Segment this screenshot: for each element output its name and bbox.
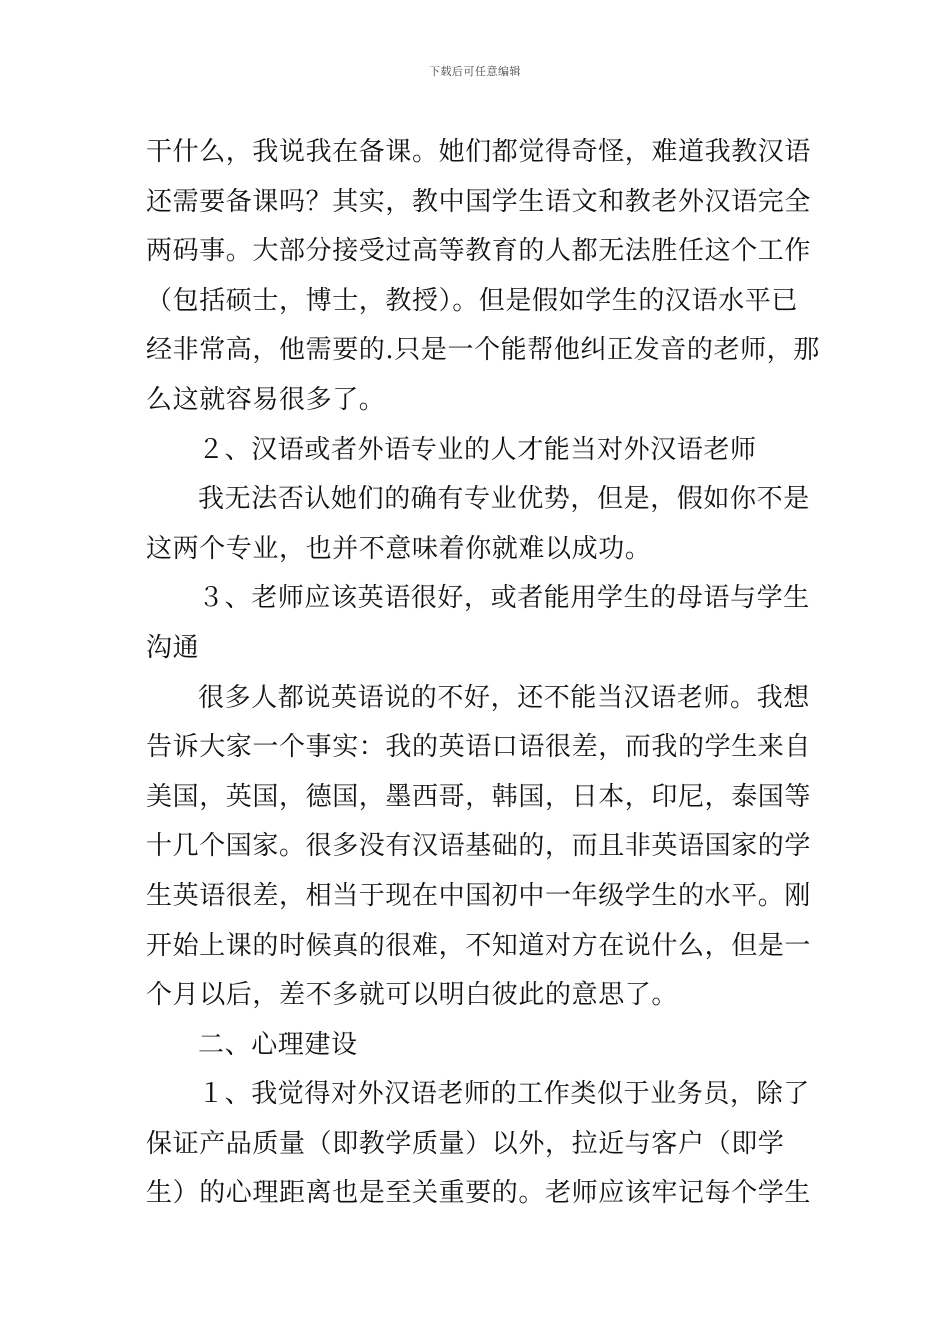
text-line: 我无法否认她们的确有专业优势，但是，假如你不是 [198,484,810,515]
list-item-heading: １、我觉得对外汉语老师的工作类似于业务员，除了 [198,1079,810,1110]
text-line: 生）的心理距离也是至关重要的。老师应该牢记每个学生 [146,1178,812,1209]
text-line: 么这就容易很多了。 [146,384,386,415]
text-line: 沟通 [146,632,200,663]
text-line: 美国，英国，德国，墨西哥，韩国，日本，印尼，泰国等 [146,781,812,812]
text-line: 很多人都说英语说的不好，还不能当汉语老师。我想 [198,682,810,713]
text-line: 干什么，我说我在备课。她们都觉得奇怪，难道我教汉语 [146,137,812,167]
text-line: 两码事。大部分接受过高等教育的人都无法胜任这个工作 [146,236,812,267]
text-line: 还需要备课吗？其实，教中国学生语文和教老外汉语完全 [146,186,812,217]
text-line: 保证产品质量（即教学质量）以外，拉近与客户（即学 [146,1128,785,1159]
text-line: 开始上课的时候真的很难，不知道对方在说什么，但是一 [146,930,812,961]
section-heading: 二、心理建设 [198,1029,358,1060]
text-line: 经非常高，他需要的.只是一个能帮他纠正发音的老师，那 [146,335,820,366]
text-line: 个月以后，差不多就可以明白彼此的意思了。 [146,980,679,1011]
document-body [146,128,820,1219]
list-item-heading: ２、汉语或者外语专业的人才能当对外汉语老师 [198,434,757,465]
text-line: 告诉大家一个事实：我的英语口语很差，而我的学生来自 [146,732,812,763]
text-line: 十几个国家。很多没有汉语基础的，而且非英语国家的学 [146,831,812,862]
page-header: 下载后可任意编辑 [429,65,521,78]
text-line: 这两个专业，也并不意味着你就难以成功。 [146,533,652,564]
text-line: 生英语很差，相当于现在中国初中一年级学生的水平。刚 [146,880,812,911]
text-line: （包括硕士，博士，教授）。但是假如学生的汉语水平已 [146,285,799,316]
list-item-heading: ３、老师应该英语很好，或者能用学生的母语与学生 [198,583,810,614]
